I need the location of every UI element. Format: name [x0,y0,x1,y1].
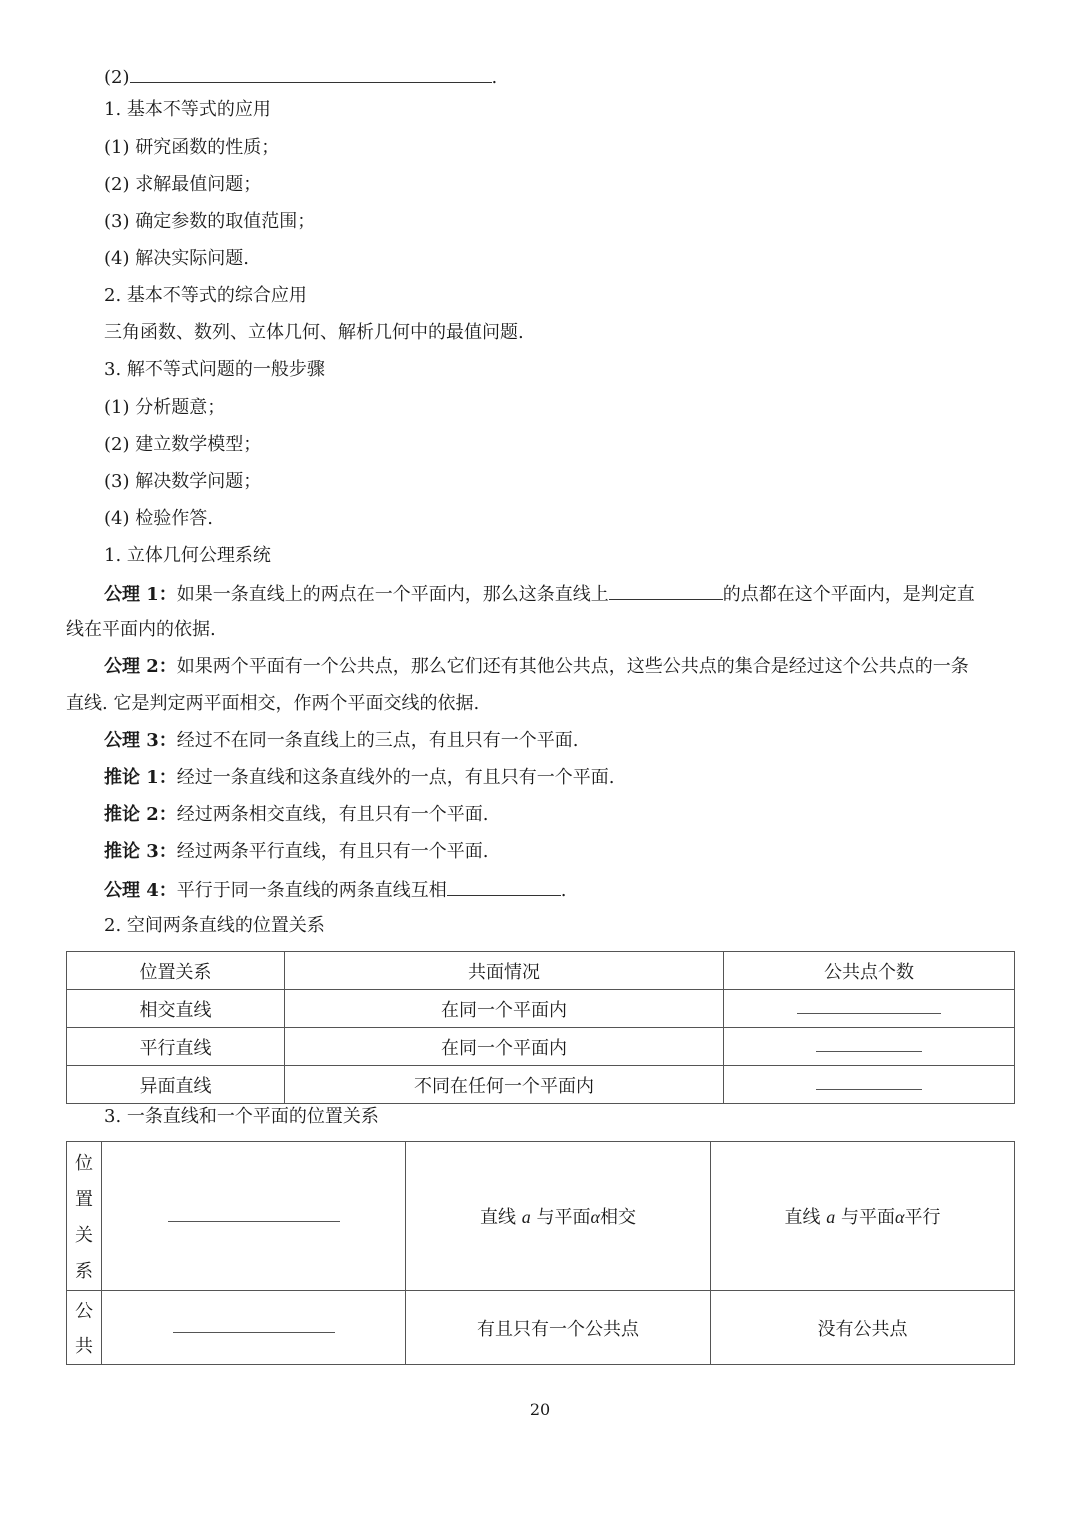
list-item: (3) 确定参数的取值范围； [104,211,316,232]
table-cell-blank[interactable] [724,1066,1015,1104]
axiom-4: 公理 4：平行于同一条直线的两条直线互相 . [104,877,567,903]
fill-blank[interactable] [168,1221,340,1222]
axiom-2-cont: 直线. 它是判定两平面相交，作两个平面交线的依据. [66,693,480,714]
table-cell-blank[interactable] [102,1142,406,1291]
section-heading: 1. 基本不等式的应用 [104,99,271,120]
table-cell: 异面直线 [67,1066,285,1104]
table-cell: 在同一个平面内 [285,990,724,1028]
section-heading: 3. 解不等式问题的一般步骤 [104,359,325,380]
page-number: 20 [529,1400,551,1419]
axiom-1: 公理 1：如果一条直线上的两点在一个平面内，那么这条直线上 的点都在这个平面内，是判定直 [104,581,975,607]
paragraph: 三角函数、数列、立体几何、解析几何中的最值问题. [104,322,524,343]
table-cell-blank[interactable] [724,1028,1015,1066]
table-cell: 直线 a 与平面α平行 [711,1142,1015,1291]
fill-blank[interactable] [816,1051,922,1052]
axiom-1-cont: 线在平面内的依据. [66,619,216,640]
table-cell: 不同在任何一个平面内 [285,1066,724,1104]
axiom-3: 公理 3：经过不在同一条直线上的三点，有且只有一个平面. [104,730,579,751]
section-heading: 3. 一条直线和一个平面的位置关系 [104,1106,379,1127]
section-heading: 2. 基本不等式的综合应用 [104,285,307,306]
fill-blank[interactable] [816,1089,922,1090]
line-plane-table [66,1141,1015,1365]
table-header: 位置关系 [67,952,285,990]
corollary-3: 推论 3：经过两条平行直线，有且只有一个平面. [104,841,489,862]
table-cell: 在同一个平面内 [285,1028,724,1066]
table-cell: 有且只有一个公共点 [406,1291,711,1365]
table-cell-blank[interactable] [102,1291,406,1365]
axiom-2: 公理 2：如果两个平面有一个公共点，那么它们还有其他公共点，这些公共点的集合是经过这个公共点的一条 [104,656,969,677]
table-header: 公共点个数 [724,952,1015,990]
list-item: (2) 求解最值问题； [104,174,262,195]
table-cell: 没有公共点 [711,1291,1015,1365]
table-cell-blank[interactable] [724,990,1015,1028]
table-cell: 平行直线 [67,1028,285,1066]
top-blank-line: (2) . [104,64,497,90]
section-heading: 1. 立体几何公理系统 [104,545,271,566]
row-label-common: 公 共 [67,1291,102,1365]
table-cell: 相交直线 [67,990,285,1028]
row-label-position: 位 置 关 系 [67,1142,102,1291]
table-header: 共面情况 [285,952,724,990]
list-item: (4) 解决实际问题. [104,248,249,269]
list-item: (1) 分析题意； [104,397,226,418]
list-item: (3) 解决数学问题； [104,471,262,492]
corollary-2: 推论 2：经过两条相交直线，有且只有一个平面. [104,804,489,825]
section-heading: 2. 空间两条直线的位置关系 [104,915,325,936]
list-item: (1) 研究函数的性质； [104,137,280,158]
list-item: (4) 检验作答. [104,508,213,529]
fill-blank[interactable] [797,1013,941,1014]
fill-blank[interactable] [173,1332,335,1333]
corollary-1: 推论 1：经过一条直线和这条直线外的一点，有且只有一个平面. [104,767,615,788]
fill-blank[interactable] [447,877,561,896]
fill-blank[interactable] [130,64,492,83]
line-relations-table [66,951,1015,1104]
fill-blank[interactable] [609,581,723,600]
table-cell: 直线 a 与平面α相交 [406,1142,711,1291]
list-item: (2) 建立数学模型； [104,434,262,455]
